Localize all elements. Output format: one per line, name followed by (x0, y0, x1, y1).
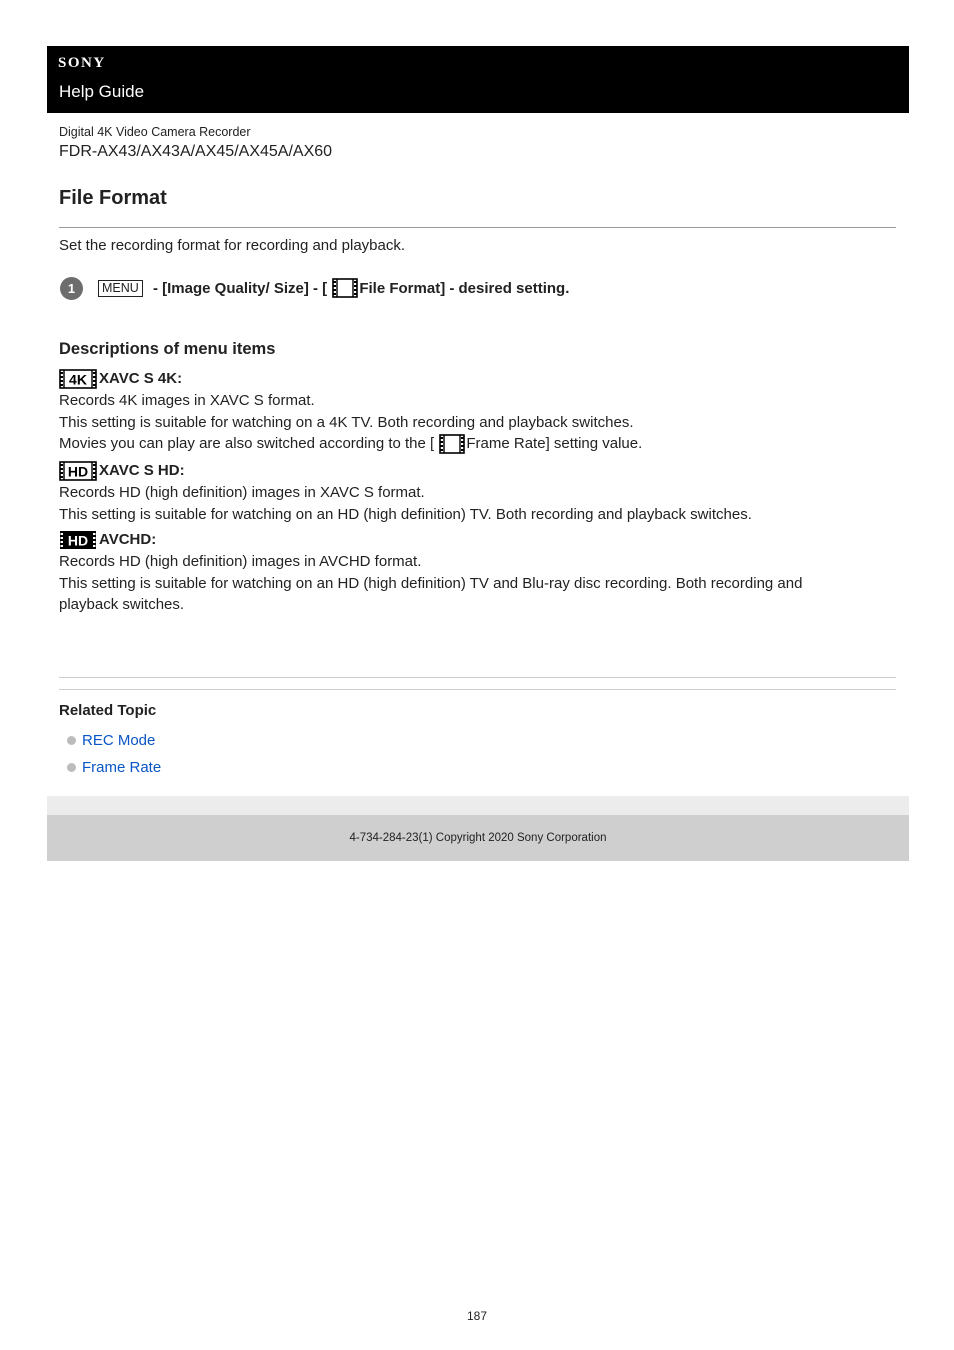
product-type: Digital 4K Video Camera Recorder (59, 125, 251, 139)
xavc-s-4k-icon-text: 4K (69, 371, 87, 388)
xavc-s-4k-line3-a: Movies you can play are also switched according to the [ (59, 435, 439, 452)
xavc-s-hd-line1: Records HD (high definition) images in XAVC S format. (59, 484, 425, 501)
avchd-line3: playback switches. (59, 596, 185, 613)
avchd-line2: This setting is suitable for watching on an HD (high definition) TV and Blu-ray disc recording. Both recording and (59, 574, 803, 592)
menu-item-xavc-s-hd (59, 460, 752, 525)
section-divider (59, 677, 896, 678)
related-topic-heading: Related Topic (59, 702, 157, 719)
movie-film-icon (331, 278, 359, 298)
page-title: File Format (59, 187, 167, 209)
related-link-rec-mode[interactable]: REC Mode (82, 732, 156, 749)
xavc-s-hd-icon-text: HD (67, 463, 89, 480)
footer-top-band (47, 796, 909, 815)
list-item (67, 727, 161, 754)
menu-item-avchd (59, 529, 802, 616)
step-text-part1: - [Image Quality/ Size] - [ (148, 279, 332, 297)
step-1 (60, 276, 569, 300)
intro-text: Set the recording format for recording and playback. (59, 237, 406, 254)
xavc-s-hd-label: XAVC S HD: (99, 462, 185, 480)
related-topic-list (67, 727, 161, 781)
title-divider (59, 227, 896, 228)
xavc-s-4k-line1: Records 4K images in XAVC S format. (59, 392, 315, 409)
product-model: FDR-AX43/AX43A/AX45/AX45A/AX60 (59, 143, 333, 160)
xavc-s-4k-label: XAVC S 4K: (99, 370, 183, 388)
related-link-frame-rate[interactable]: Frame Rate (82, 759, 162, 776)
menu-item-xavc-s-4k (59, 368, 642, 455)
sony-logo: SONY (58, 55, 106, 71)
menu-button-label: MENU (98, 280, 143, 297)
bullet-icon (67, 763, 76, 772)
header-bar (47, 46, 909, 113)
avchd-icon-text: HD (67, 532, 89, 549)
page-number: 187 (466, 1309, 488, 1323)
help-guide-title: Help Guide (59, 82, 145, 101)
bullet-icon (67, 736, 76, 745)
avchd-icon (59, 530, 97, 550)
step-text-part2: File Format] - desired setting. (359, 279, 570, 297)
xavc-s-4k-line3-b: Frame Rate] setting value. (466, 435, 643, 452)
xavc-s-4k-icon (59, 369, 97, 389)
descriptions-heading: Descriptions of menu items (59, 340, 276, 358)
xavc-s-4k-line2: This setting is suitable for watching on a 4K TV. Both recording and playback switches. (59, 413, 634, 431)
list-item (67, 754, 161, 781)
xavc-s-hd-icon (59, 461, 97, 481)
avchd-line1: Records HD (high definition) images in AVCHD format. (59, 553, 422, 570)
xavc-s-hd-line2: This setting is suitable for watching on an HD (high definition) TV. Both recording and playback switches. (59, 505, 752, 523)
movie-film-icon (438, 434, 466, 454)
footer (47, 815, 909, 861)
section-divider (59, 689, 896, 690)
avchd-label: AVCHD: (99, 531, 157, 549)
copyright-text: 4-734-284-23(1) Copyright 2020 Sony Corporation (349, 832, 607, 844)
step-number-badge: 1 (60, 277, 83, 300)
